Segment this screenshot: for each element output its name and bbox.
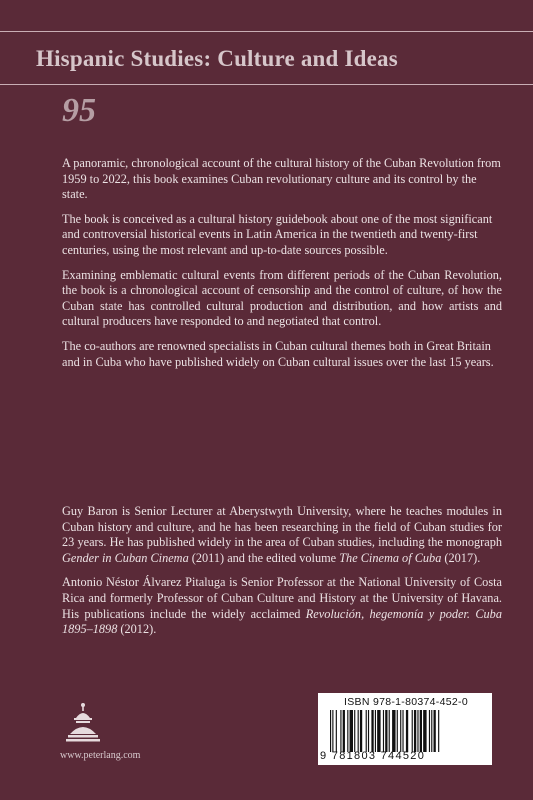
bio-text: Antonio Néstor Álvarez Pitaluga is Senior Professor at the National University of Costa Rica and formerly Professor of Cuban Culture and History at the University of Havana. His publications include the widely acclaimed	[62, 575, 502, 621]
barcode-bar	[414, 710, 416, 752]
barcode-bar	[375, 710, 376, 752]
series-title: Hispanic Studies: Culture and Ideas	[36, 46, 398, 71]
barcode-bar	[385, 710, 387, 752]
book-title: The Cinema of Cuba	[339, 550, 442, 565]
barcode-bar	[434, 710, 436, 752]
barcode-bar	[350, 710, 353, 752]
barcode-bar	[347, 710, 348, 752]
author-bios	[62, 504, 502, 647]
book-title: Revolución, hegemonía y poder. Cuba 1895–1898	[62, 606, 502, 637]
barcode-bar	[417, 710, 418, 752]
barcode-bar	[397, 710, 398, 752]
barcode-bars	[328, 710, 486, 752]
series-number: 95	[62, 92, 96, 129]
barcode-bar	[438, 710, 439, 752]
barcode-bar	[358, 710, 359, 752]
barcode-bar	[340, 710, 341, 752]
barcode-bar	[377, 710, 380, 752]
barcode-bar	[412, 710, 413, 752]
barcode-bar	[354, 710, 355, 752]
book-title: Gender in Cuban Cinema	[62, 550, 189, 565]
blurb-paragraph: Examining emblematic cultural events from different periods of the Cuban Revolution, the book is a chronological account of censorship and the control of culture, of how the Cuban state has controlled cultural production and distribution, and how artists and cultural producers have responded to and negotiated that control.	[62, 267, 502, 329]
blurb-paragraph: A panoramic, chronological account of the cultural history of the Cuban Revolution from 1959 to 2022, this book examines Cuban revolutionary culture and its control by the state.	[62, 156, 501, 202]
barcode-bar	[389, 710, 390, 752]
barcode-bar	[402, 710, 403, 752]
barcode-bar	[368, 710, 369, 752]
barcode-bar	[343, 710, 345, 752]
barcode-bar	[400, 710, 401, 752]
blurb-paragraph: The book is conceived as a cultural history guidebook about one of the most significant and controversial historical events in Latin America in the twentieth and twenty-first centuries, using the most relevant and up-to-date sources possible.	[62, 211, 493, 257]
barcode-bar	[429, 710, 430, 752]
blurb-paragraph: The co-authors are renowned specialists in Cuban cultural themes both in Great Britain and in Cuba who have published widely on Cuban cultural issues over the last 15 years.	[62, 338, 494, 369]
barcode-digits: 9 781803 744520	[320, 750, 426, 762]
barcode-bar	[423, 710, 426, 752]
author-bio-baron	[62, 504, 502, 566]
publisher-website-link[interactable]: www.peterlang.com	[60, 750, 141, 761]
barcode-bar	[392, 710, 395, 752]
barcode-bar	[420, 710, 422, 752]
barcode-bar	[383, 710, 384, 752]
title-rule	[0, 84, 533, 85]
barcode-bar	[336, 710, 337, 752]
blurb	[62, 156, 502, 379]
bio-text: (2017).	[441, 550, 481, 565]
barcode	[318, 693, 492, 765]
barcode-bar	[332, 710, 333, 752]
peter-lang-logo-icon	[66, 702, 100, 742]
barcode-bar	[371, 710, 373, 752]
bio-text: Guy Baron is Senior Lecturer at Aberystwyth University, where he teaches modules in Cuban history and culture, and he has been researching in the field of Cuban studies for 23 years. He has published widely in the area of Cuban studies, including the monograph	[62, 504, 502, 550]
barcode-bar	[360, 710, 362, 752]
bio-text: (2012).	[117, 622, 157, 637]
author-bio-alvarez	[62, 575, 502, 637]
barcode-bar	[366, 710, 367, 752]
barcode-bar	[406, 710, 408, 752]
isbn-label: ISBN 978-1-80374-452-0	[344, 696, 468, 708]
top-rule	[0, 31, 533, 32]
barcode-bar	[431, 710, 432, 752]
barcode-bar	[330, 710, 331, 752]
bio-text: (2011) and the edited volume	[188, 550, 340, 565]
